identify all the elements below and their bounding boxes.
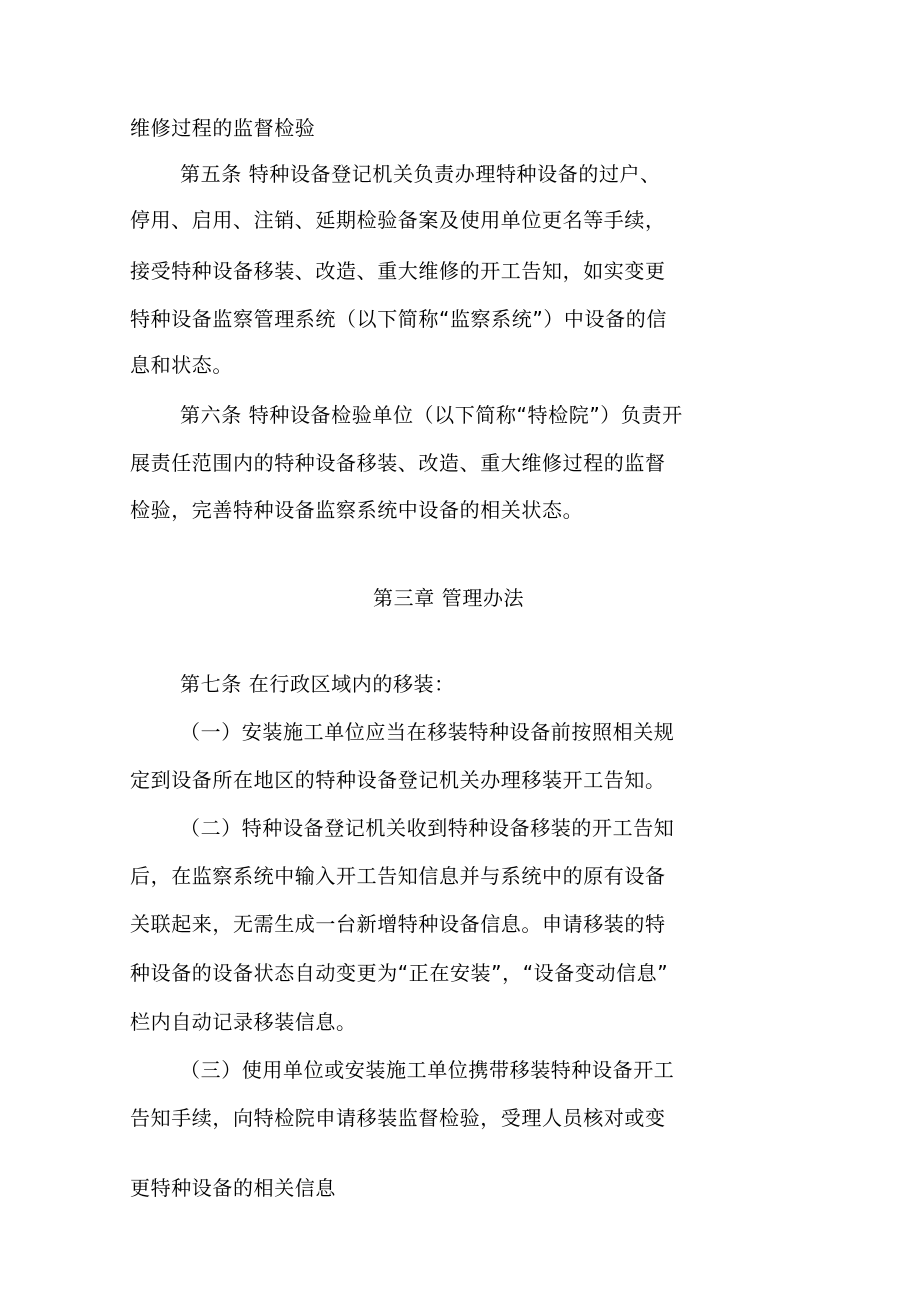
text-line: 栏内自动记录移装信息。 — [130, 1010, 357, 1034]
article-6-line: 第六条 特种设备检验单位（以下简称“特检院”）负责开 — [180, 403, 683, 427]
text-line: 更特种设备的相关信息 — [130, 1176, 336, 1200]
clause-1-line: （一）安装施工单位应当在移装特种设备前按照相关规 — [180, 720, 675, 744]
article-7-line: 第七条 在行政区域内的移装： — [180, 672, 455, 696]
text-line: 定到设备所在地区的特种设备登记机关办理移装开工告知。 — [130, 768, 666, 792]
text-line: 展责任范围内的特种设备移装、改造、重大维修过程的监督 — [130, 451, 666, 475]
text-line: 停用、启用、注销、延期检验备案及使用单位更名等手续， — [130, 208, 666, 232]
text-line: 维修过程的监督检验 — [130, 116, 316, 140]
text-line: 接受特种设备移装、改造、重大维修的开工告知，如实变更 — [130, 259, 666, 283]
clause-3-line: （三）使用单位或安装施工单位携带移装特种设备开工 — [180, 1058, 675, 1082]
text-line: 特种设备监察管理系统（以下简称“监察系统”）中设备的信 — [130, 307, 667, 331]
text-line: 后，在监察系统中输入开工告知信息并与系统中的原有设备 — [130, 864, 666, 888]
text-line: 关联起来，无需生成一台新增特种设备信息。申请移装的特 — [130, 912, 666, 936]
text-line: 告知手续，向特检院申请移装监督检验，受理人员核对或变 — [130, 1106, 666, 1130]
article-5-line: 第五条 特种设备登记机关负责办理特种设备的过户、 — [180, 162, 661, 186]
text-line: 种设备的设备状态自动变更为“正在安装”，“设备变动信息” — [130, 961, 669, 985]
text-line: 检验，完善特种设备监察系统中设备的相关状态。 — [130, 498, 584, 522]
clause-2-line: （二）特种设备登记机关收到特种设备移装的开工告知 — [180, 816, 675, 840]
text-line: 息和状态。 — [130, 353, 233, 377]
chapter-heading: 第三章 管理办法 — [373, 586, 525, 610]
